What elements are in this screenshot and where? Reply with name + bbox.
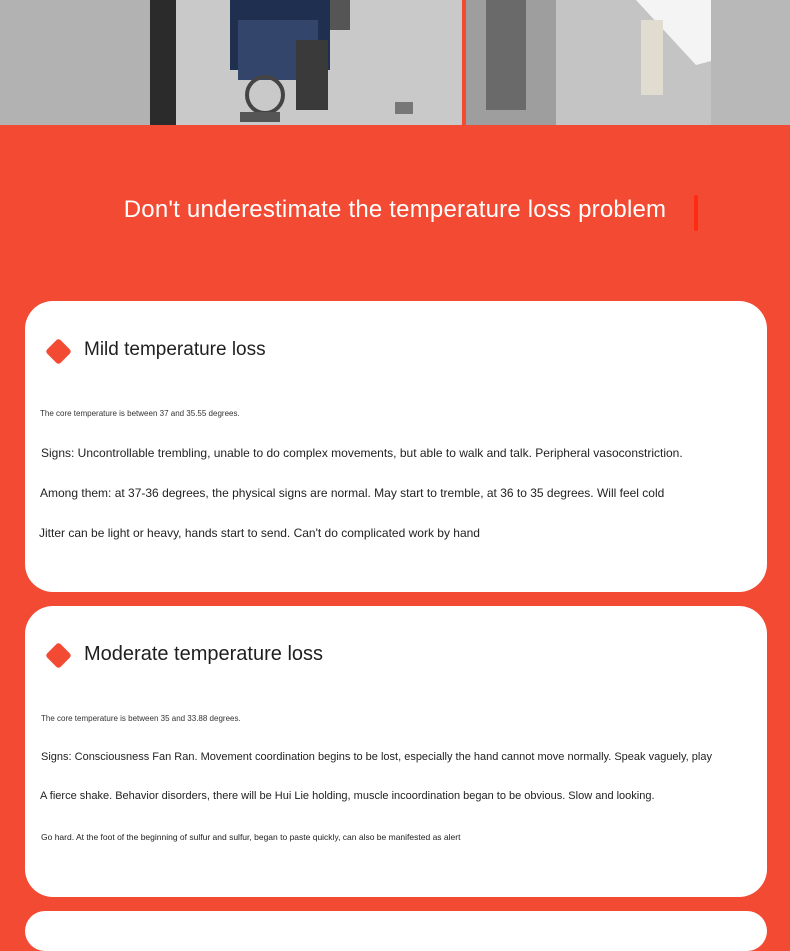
core-temperature-note: The core temperature is between 35 and 33.88 degrees.	[41, 714, 241, 723]
diamond-icon	[45, 338, 72, 365]
section-card-next	[25, 911, 767, 951]
cold-street-photo-left	[0, 0, 462, 125]
section-text-line: Among them: at 37-36 degrees, the physical signs are normal. May start to tremble, at 36 to 35 degrees. Will feel cold	[40, 486, 665, 500]
section-text-line: Signs: Consciousness Fan Ran. Movement coordination begins to be lost, especially the hand cannot move normally. Speak vaguely, play	[41, 751, 712, 763]
cold-street-photo-right	[466, 0, 790, 125]
banner-accent-mark	[694, 195, 698, 231]
section-card-moderate	[25, 606, 767, 897]
section-text-line: Jitter can be light or heavy, hands start to send. Can't do complicated work by hand	[39, 526, 480, 540]
photo-strip	[0, 0, 790, 125]
diamond-icon	[45, 642, 72, 669]
banner-title: Don't underestimate the temperature loss problem	[123, 196, 667, 223]
section-text-line: A fierce shake. Behavior disorders, there will be Hui Lie holding, muscle incoordination began to be obvious. Slow and looking.	[40, 790, 655, 802]
section-title: Mild temperature loss	[84, 339, 266, 360]
core-temperature-note: The core temperature is between 37 and 35.55 degrees.	[40, 409, 240, 418]
section-text-line: Go hard. At the foot of the beginning of sulfur and sulfur, began to paste quickly, can also be manifested as alert	[41, 832, 461, 842]
section-title: Moderate temperature loss	[84, 643, 324, 665]
section-text-line: Signs: Uncontrollable trembling, unable to do complex movements, but able to walk and talk. Peripheral vasoconstriction.	[41, 446, 683, 460]
section-card-mild	[25, 301, 767, 592]
